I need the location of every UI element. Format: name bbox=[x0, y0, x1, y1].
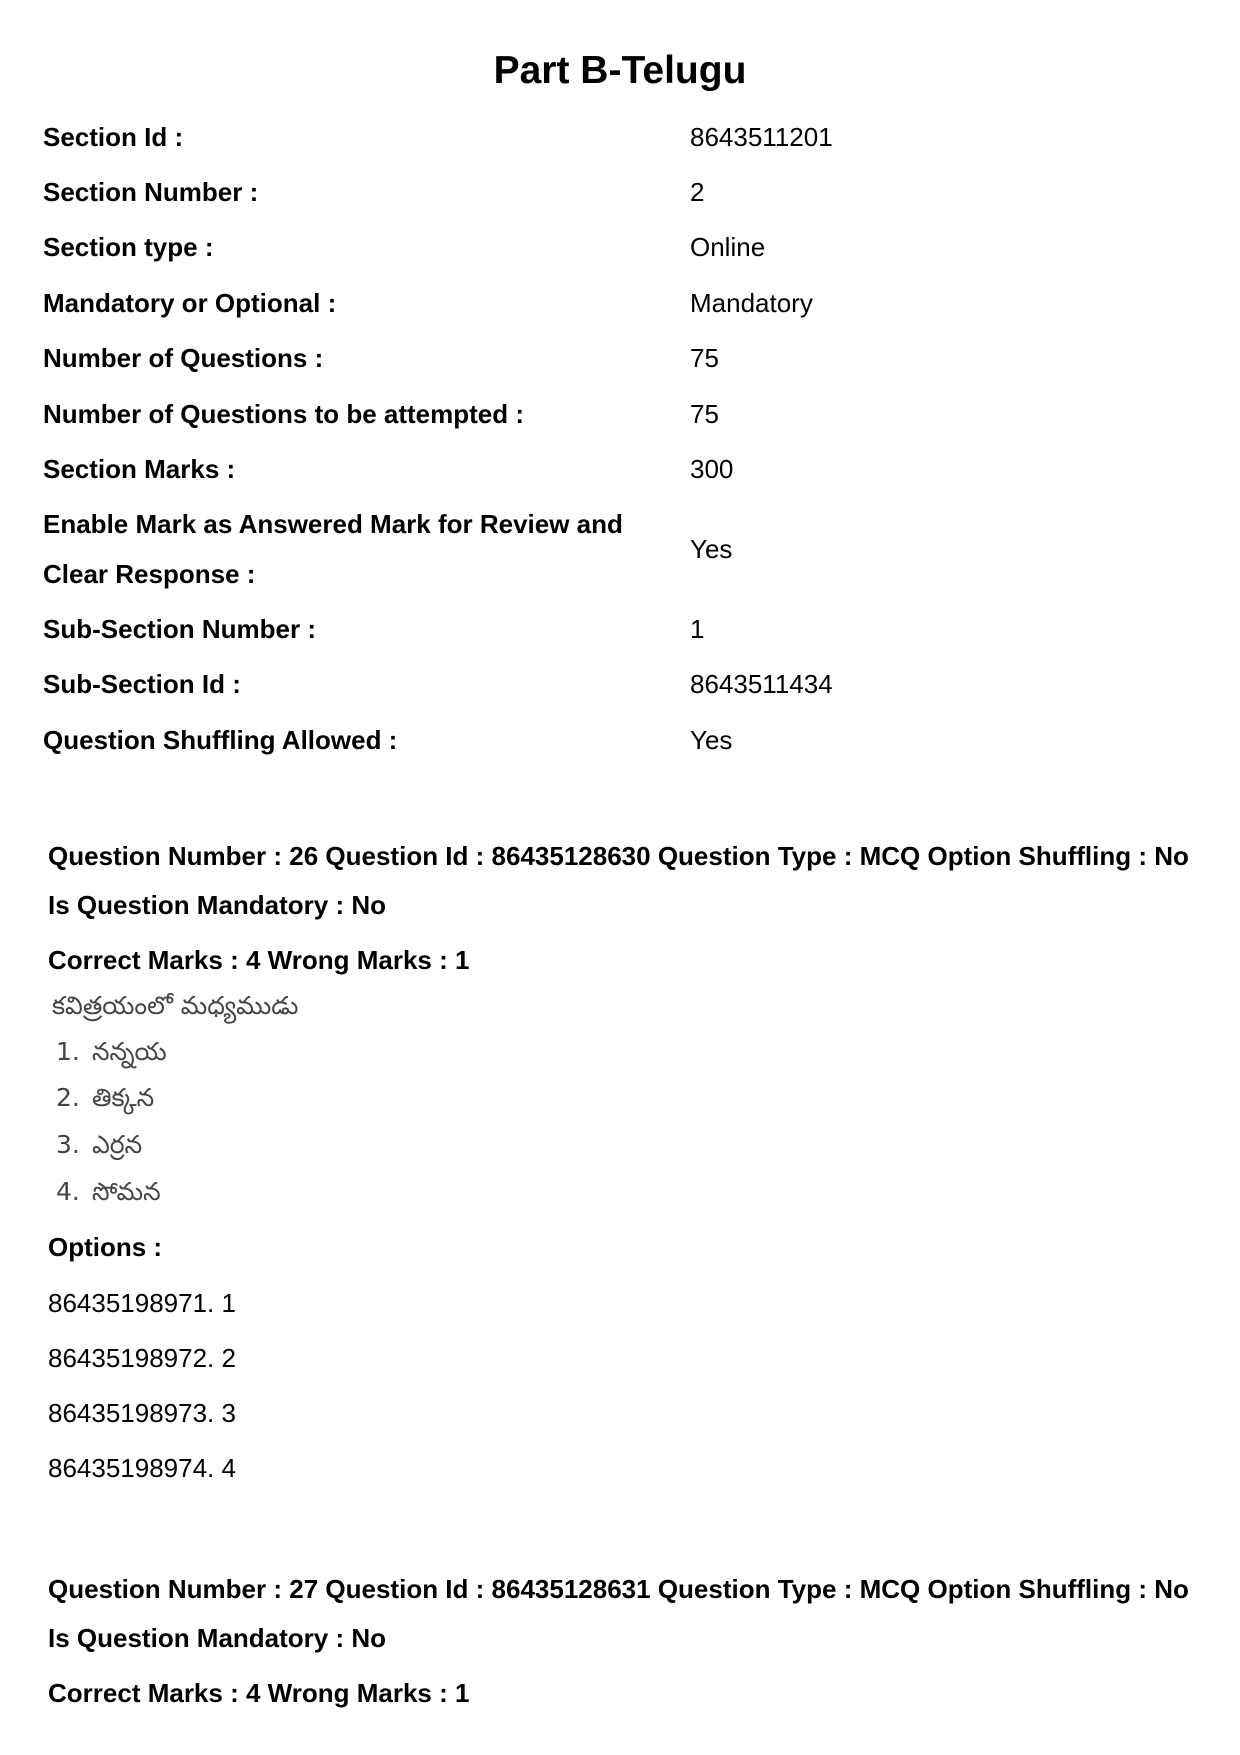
option-3: 86435198973. 3 bbox=[48, 1398, 236, 1428]
wrong-marks-value: 1 bbox=[455, 1678, 470, 1708]
choice-number: 1. bbox=[56, 1037, 80, 1066]
question-type-label: Question Type : bbox=[657, 1574, 853, 1604]
question-26-mandatory bbox=[48, 889, 386, 921]
section-marks-value: 300 bbox=[690, 454, 734, 485]
enable-mark-review-row bbox=[43, 497, 1193, 602]
option-4: 86435198974. 4 bbox=[48, 1453, 236, 1483]
question-26-choice-3 bbox=[0, 1128, 400, 1162]
section-marks-label: Section Marks : bbox=[43, 454, 236, 485]
question-id-label: Question Id : bbox=[325, 841, 485, 871]
section-id-label: Section Id : bbox=[43, 121, 184, 152]
wrong-marks-label: Wrong Marks : bbox=[267, 945, 448, 975]
enable-mark-review-label: Enable Mark as Answered Mark for Review and Clear Response : bbox=[43, 509, 623, 590]
questions-to-attempt-row bbox=[43, 386, 1193, 441]
questions-to-attempt-value: 75 bbox=[690, 398, 719, 429]
correct-marks-value: 4 bbox=[245, 945, 261, 975]
enable-mark-review-value: Yes bbox=[690, 534, 733, 565]
question-26-stem: కవిత్రయంలో మధ్యముడు bbox=[52, 991, 299, 1020]
section-number-value: 2 bbox=[690, 177, 705, 208]
section-id-row bbox=[43, 109, 1193, 164]
question-id-value: 86435128631 bbox=[491, 1574, 651, 1604]
page-title: Part B-Telugu bbox=[493, 49, 747, 92]
question-27-marks bbox=[48, 1677, 469, 1709]
questions-to-attempt-label: Number of Questions to be attempted : bbox=[43, 398, 525, 429]
question-mandatory-label: Is Question Mandatory : bbox=[48, 890, 345, 920]
question-27-header bbox=[48, 1573, 1189, 1605]
question-type-label: Question Type : bbox=[657, 841, 853, 871]
question-26-choice-1 bbox=[0, 1035, 400, 1069]
options-label: Options : bbox=[48, 1232, 163, 1262]
choice-text: నన్నయ bbox=[92, 1037, 167, 1066]
section-number-label: Section Number : bbox=[43, 177, 259, 208]
choice-number: 4. bbox=[56, 1177, 80, 1206]
sub-section-number-value: 1 bbox=[690, 614, 705, 645]
question-number-label: Question Number : bbox=[48, 841, 283, 871]
question-type-value: MCQ bbox=[859, 841, 921, 871]
mandatory-optional-row bbox=[43, 275, 1193, 330]
choice-text: ఎర్రన bbox=[92, 1130, 143, 1159]
number-of-questions-label: Number of Questions : bbox=[43, 343, 324, 374]
option-2: 86435198972. 2 bbox=[48, 1343, 236, 1373]
sub-section-id-value: 8643511434 bbox=[690, 669, 833, 700]
choice-number: 3. bbox=[56, 1130, 80, 1159]
question-mandatory-label: Is Question Mandatory : bbox=[48, 1623, 345, 1653]
correct-marks-label: Correct Marks : bbox=[48, 945, 239, 975]
question-type-value: MCQ bbox=[859, 1574, 921, 1604]
option-1: 86435198971. 1 bbox=[48, 1288, 236, 1318]
question-26-header bbox=[48, 840, 1189, 872]
choice-text: సోమన bbox=[92, 1177, 161, 1206]
question-number-value: 26 bbox=[289, 841, 319, 871]
question-number-value: 27 bbox=[289, 1574, 319, 1604]
sub-section-number-label: Sub-Section Number : bbox=[43, 614, 317, 645]
number-of-questions-value: 75 bbox=[690, 343, 719, 374]
sub-section-number-row bbox=[43, 601, 1193, 656]
sub-section-id-label: Sub-Section Id : bbox=[43, 669, 241, 700]
number-of-questions-row bbox=[43, 331, 1193, 386]
correct-marks-value: 4 bbox=[245, 1678, 261, 1708]
question-shuffling-row bbox=[43, 712, 1193, 767]
section-type-label: Section type : bbox=[43, 232, 214, 263]
option-shuffling-label: Option Shuffling : bbox=[927, 841, 1147, 871]
correct-marks-label: Correct Marks : bbox=[48, 1678, 239, 1708]
choice-text: తిక్కన bbox=[92, 1083, 155, 1112]
question-mandatory-value: No bbox=[351, 890, 387, 920]
section-id-value: 8643511201 bbox=[690, 121, 833, 152]
wrong-marks-label: Wrong Marks : bbox=[267, 1678, 448, 1708]
question-id-value: 86435128630 bbox=[491, 841, 651, 871]
question-27-mandatory bbox=[48, 1622, 386, 1654]
section-number-row bbox=[43, 164, 1193, 219]
question-id-label: Question Id : bbox=[325, 1574, 485, 1604]
choice-number: 2. bbox=[56, 1083, 80, 1112]
section-info-table bbox=[43, 109, 1193, 768]
question-mandatory-value: No bbox=[351, 1623, 387, 1653]
option-shuffling-value: No bbox=[1154, 1574, 1189, 1604]
mandatory-optional-label: Mandatory or Optional : bbox=[43, 287, 337, 318]
sub-section-id-row bbox=[43, 657, 1193, 712]
wrong-marks-value: 1 bbox=[455, 945, 470, 975]
section-type-value: Online bbox=[690, 232, 766, 263]
option-shuffling-value: No bbox=[1154, 841, 1189, 871]
option-shuffling-label: Option Shuffling : bbox=[927, 1574, 1147, 1604]
question-26-marks bbox=[48, 944, 469, 976]
question-26-choice-4 bbox=[0, 1175, 400, 1209]
section-marks-row bbox=[43, 441, 1193, 496]
mandatory-optional-value: Mandatory bbox=[690, 287, 813, 318]
question-shuffling-value: Yes bbox=[690, 724, 733, 755]
question-shuffling-label: Question Shuffling Allowed : bbox=[43, 724, 398, 755]
question-26-choice-2 bbox=[0, 1081, 400, 1115]
section-type-row bbox=[43, 220, 1193, 275]
question-number-label: Question Number : bbox=[48, 1574, 283, 1604]
